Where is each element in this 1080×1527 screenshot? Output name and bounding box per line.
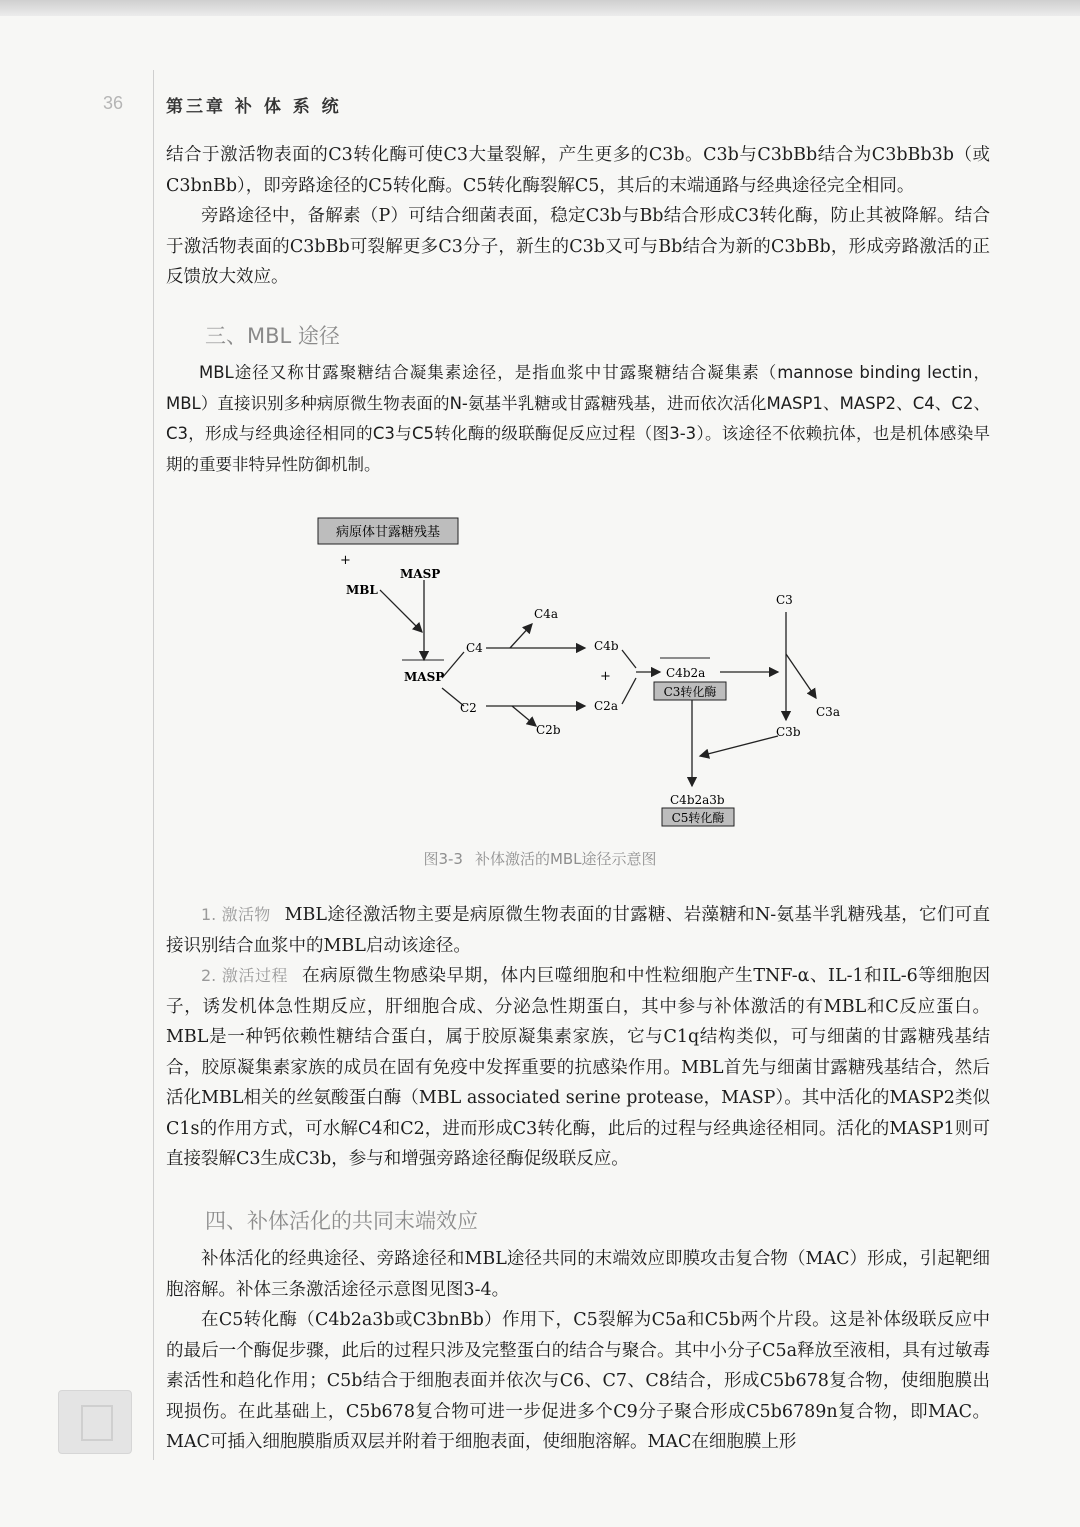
activated-masp-label: MASP [404,670,445,684]
c3-convertase-label: C3转化酶 [663,685,717,699]
join-c4b [622,650,636,668]
join-c2a [622,678,636,704]
pathogen-label: 病原体甘露糖残基 [335,525,441,540]
section-3-heading: 三、MBL 途径 [205,324,340,348]
figure-caption [0,848,1080,869]
arrow-mbl-to-masp [380,590,422,632]
section-3-paragraph: MBL途径又称甘露聚糖结合凝集素途径，是指血浆中甘露聚糖结合凝集素（mannose binding lectin，MBL）直接识别多种病原微生物表面的N-氨基半乳糖或甘露糖残基，进而依次活化MASP1、MASP2、C4、C2、C3，形成与经典途径相同的C3与C5转化酶的级联酶促反应过程（图3-3）。该途径不依赖抗体，也是机体感染早期的重要非特异性防御机制。 [166,363,990,474]
process-text: 在病原微生物感染早期，体内巨噬细胞和中性粒细胞产生TNF-α、IL-1和IL-6等细胞因子，诱发机体急性期反应，肝细胞合成、分泌急性期蛋白，其中参与补体激活的有MBL和C反应蛋白。MBL是一种钙依赖性糖结合蛋白，属于胶原凝集素家族，它与C1q结构类似，可与细菌的甘露糖残基结合，胶原凝集素家族的成员在固有免疫中发挥重要的抗感染作用。MBL首先与细菌甘露糖残基结合，然后活化MBL相关的丝氨酸蛋白酶（MBL associated serine protease，MASP）。其中活化的MASP2类似C1s的作用方式，可水解C4和C2，进而形成C3转化酶，此后的过程与经典途径相同。活化的MASP1则可直接裂解C3生成C3b，参与和增强旁路途径酶促级联反应。 [166,966,990,1169]
intro-block [166,140,990,293]
arrow-to-c4a [510,624,532,648]
book-icon [58,1390,132,1454]
scan-top-edge [0,0,1080,16]
margin-rule [153,70,154,1460]
c4a-label: C4a [534,607,558,621]
c2a-label: C2a [594,699,618,713]
c4b-label: C4b [594,639,619,653]
c3b-label: C3b [776,725,801,739]
caption-label: 图3-3 [423,850,463,868]
process-paragraph [166,961,990,1175]
activation-block [166,900,990,1175]
c2-label: C2 [460,701,477,715]
chapter-title: 第三章 补 体 系 统 [166,97,342,117]
masp-label: MASP [400,567,441,581]
c4b2a-label: C4b2a [666,666,706,680]
intro-paragraph-1: 结合于激活物表面的C3转化酶可使C3大量裂解，产生更多的C3b。C3b与C3bBb结合为C3bBb3b（或C3bnBb），即旁路途径的C5转化酶。C5转化酶裂解C5，其后的末端通路与经典途径完全相同。 [166,145,990,196]
activators-text: MBL途径激活物主要是病原微生物表面的甘露糖、岩藻糖和N-氨基半乳糖残基，它们可直接识别结合血浆中的MBL启动该途径。 [166,905,990,956]
c3a-label: C3a [816,705,840,719]
c4-label: C4 [466,641,483,655]
mbl-pathway-diagram [300,510,860,840]
process-label: 2. 激活过程 [201,966,289,985]
mbl-label: MBL [346,583,378,597]
intro-paragraph-2: 旁路途径中，备解素（P）可结合细菌表面，稳定C3b与Bb结合形成C3转化酶，防止其被降解。结合于激活物表面的C3bBb可裂解更多C3分子，新生的C3b又可与Bb结合为新的C3bBb，形成旁路激活的正反馈放大效应。 [166,206,990,287]
c2b-label: C2b [536,723,561,737]
arrow-to-c2b [512,706,536,726]
caption-text: 补体激活的MBL途径示意图 [474,850,657,868]
plus-sign-1: + [340,553,351,568]
c3-label: C3 [776,593,793,607]
activators-paragraph [166,900,990,961]
section-4-paragraph-2: 在C5转化酶（C4b2a3b或C3bnBb）作用下，C5裂解为C5a和C5b两个片段。这是补体级联反应中的最后一个酶促步骤，此后的过程只涉及完整蛋白的结合与聚合。其中小分子C5a释放至液相，具有过敏毒素活性和趋化作用；C5b结合于细胞表面并依次与C6、C7、C8结合，形成C5b678复合物，使细胞膜出现损伤。在此基础上，C5b678复合物可进一步促进多个C9分子聚合形成C5b6789n复合物，即MAC。MAC可插入细胞膜脂质双层并附着于细胞表面，使细胞溶解。MAC在细胞膜上形 [166,1310,990,1452]
arrow-to-c3a [786,654,816,698]
arrow-c3b-to-c5-convertase [700,736,778,756]
section-4-heading: 四、补体活化的共同末端效应 [205,1209,478,1233]
c4b2a3b-label: C4b2a3b [670,793,725,807]
section-3-body [166,358,990,480]
section-4-paragraph-1: 补体活化的经典途径、旁路途径和MBL途径共同的末端效应即膜攻击复合物（MAC）形成，引起靶细胞溶解。补体三条激活途径示意图见图3-4。 [166,1249,990,1300]
section-4-body [166,1244,990,1458]
page-number: 36 [103,93,124,113]
arrow-masp-to-c4 [442,652,464,678]
activators-label: 1. 激活物 [201,905,271,924]
c5-convertase-label: C5转化酶 [671,811,725,825]
plus-sign-2: + [600,669,611,684]
